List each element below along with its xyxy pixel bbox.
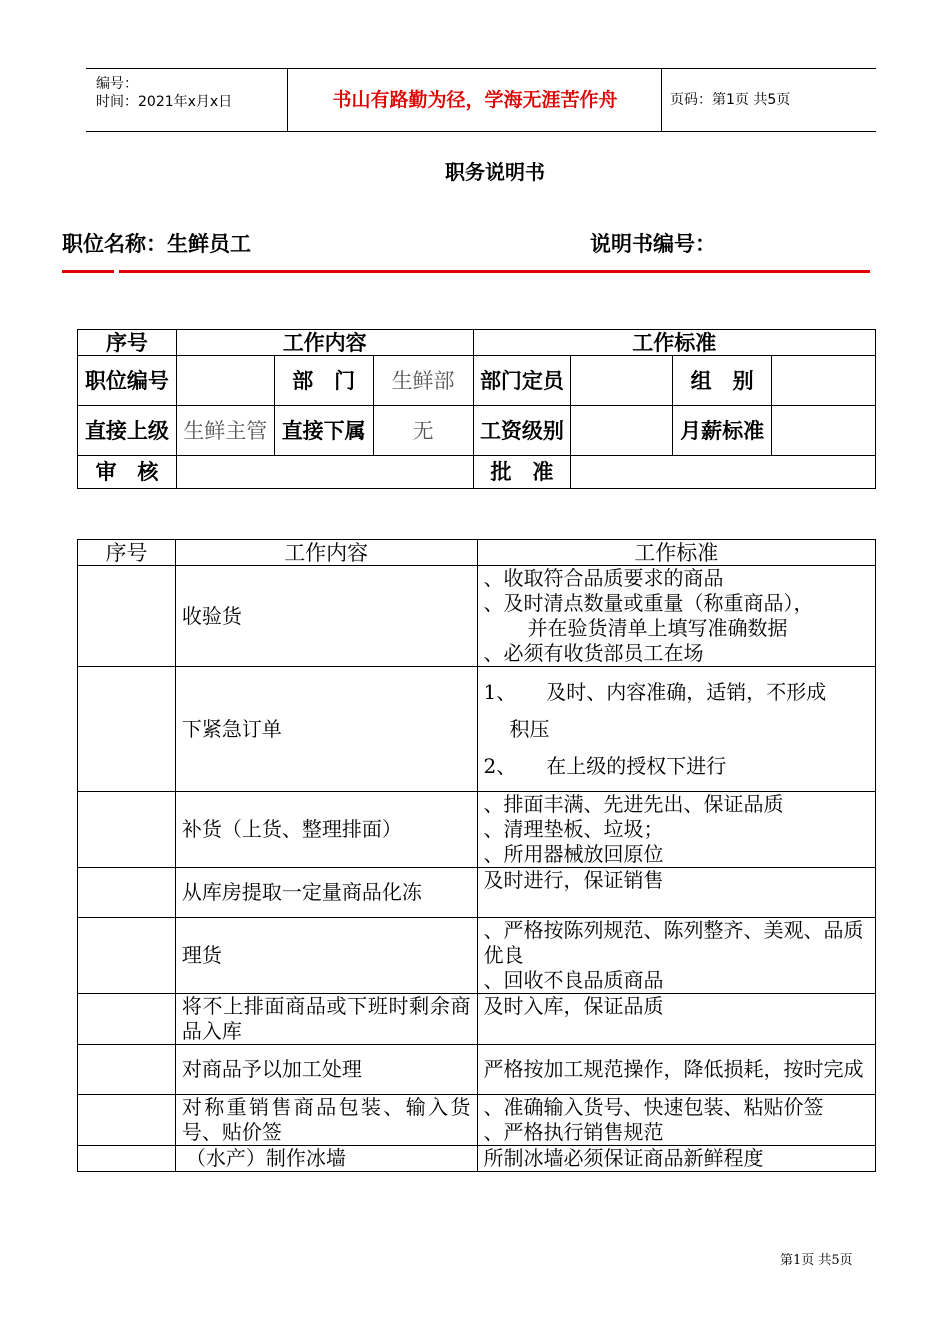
red-underline-gap: [114, 268, 119, 275]
duty-standard: [477, 1095, 876, 1146]
info-header-content: 工作内容: [176, 330, 473, 356]
standard-line: 2、 在上级的授权下进行: [483, 753, 727, 778]
superior-value: 生鲜主管: [176, 406, 274, 456]
salary-level-value: [571, 406, 673, 456]
seq-cell: [78, 994, 176, 1045]
duty-content: 从库房提取一定量商品化冻: [175, 868, 477, 918]
info-header-seq: 序号: [78, 330, 177, 356]
duty-standard: [477, 868, 876, 918]
seq-cell: [78, 918, 176, 994]
duty-table: [77, 539, 876, 1172]
group-label: 组 别: [673, 356, 772, 406]
table-row: [78, 918, 876, 994]
page-header: [86, 68, 876, 132]
standard-line: 、严格执行销售规范: [483, 1120, 664, 1144]
dept-quota-value: [571, 356, 673, 406]
duty-standard: [477, 994, 876, 1045]
approve-label: 批 准: [473, 456, 571, 489]
monthly-salary-value: [772, 406, 876, 456]
table-row: [78, 994, 876, 1045]
header-motto: 书山有路勤为径，学海无涯苦作舟: [332, 89, 618, 111]
duty-standard: [477, 918, 876, 994]
position-name: 职位名称：生鲜员工: [62, 232, 251, 256]
standard-line: 1、 及时、内容准确，适销，不形成: [483, 679, 827, 704]
standard-line: 及时进行，保证销售: [483, 868, 664, 892]
header-page-number: 页码：第1页 共5页: [670, 92, 791, 108]
duty-content: 补货（上货、整理排面）: [175, 792, 477, 868]
position-code-label: 职位编号: [78, 356, 177, 406]
monthly-salary-label: 月薪标准: [673, 406, 772, 456]
duty-content: 收验货: [175, 566, 477, 667]
table-row: [78, 1146, 876, 1172]
table-row: [78, 792, 876, 868]
duty-standard: [477, 1045, 876, 1095]
info-header-standard: 工作标准: [473, 330, 876, 356]
seq-cell: [78, 566, 176, 667]
standard-line: 、及时清点数量或重量（称重商品），: [483, 591, 814, 615]
duty-content: 对商品予以加工处理: [175, 1045, 477, 1095]
seq-cell: [78, 868, 176, 918]
standard-line: 、排面丰满、先进先出、保证品质: [483, 792, 784, 816]
table-row: [78, 566, 876, 667]
duty-content: 下紧急订单: [175, 667, 477, 792]
standard-line: 严格按加工规范操作，降低损耗，按时完成: [483, 1057, 864, 1081]
salary-level-label: 工资级别: [473, 406, 571, 456]
duty-content: 理货: [175, 918, 477, 994]
standard-line: 所制冰墙必须保证商品新鲜程度: [483, 1146, 764, 1170]
standard-line: 及时入库，保证品质: [483, 994, 664, 1018]
duty-standard: [477, 667, 876, 792]
position-code-value: [176, 356, 274, 406]
seq-cell: [78, 792, 176, 868]
standard-line: 、准确输入货号、快速包装、粘贴价签: [483, 1095, 824, 1119]
dept-quota-label: 部门定员: [473, 356, 571, 406]
duty-header-content: 工作内容: [175, 540, 477, 566]
seq-cell: [78, 1045, 176, 1095]
subordinate-label: 直接下属: [274, 406, 373, 456]
review-value: [176, 456, 473, 489]
standard-line: 、严格按陈列规范、陈列整齐、美观、品质优良: [483, 918, 864, 967]
red-underline: [62, 270, 870, 273]
doc-number: 说明书编号：: [590, 232, 716, 256]
table-row: [78, 1095, 876, 1146]
seq-cell: [78, 667, 176, 792]
table-row: [78, 868, 876, 918]
duty-header-seq: 序号: [78, 540, 176, 566]
position-info-table: [77, 329, 876, 489]
duty-standard: [477, 566, 876, 667]
dept-label: 部 门: [274, 356, 373, 406]
approve-value: [571, 456, 876, 489]
seq-cell: [78, 1095, 176, 1146]
standard-line: 、回收不良品质商品: [483, 968, 664, 992]
number-label: 编号：: [96, 76, 138, 92]
header-left: [96, 75, 232, 111]
review-label: 审 核: [78, 456, 177, 489]
time-label: 时间：2021年x月x日: [96, 94, 233, 110]
standard-line: 、必须有收货部员工在场: [483, 641, 704, 665]
standard-line: 积压: [509, 716, 550, 741]
page-footer: 第1页 共5页: [780, 1253, 853, 1268]
table-row: [78, 1045, 876, 1095]
superior-label: 直接上级: [78, 406, 177, 456]
standard-line: 并在验货清单上填写准确数据: [527, 616, 788, 640]
duty-content: 对称重销售商品包装、输入货号、贴价签: [175, 1095, 477, 1146]
standard-line: 、收取符合品质要求的商品: [483, 566, 724, 590]
subordinate-value: 无: [373, 406, 473, 456]
table-row: [78, 667, 876, 792]
standard-line: 、清理垫板、垃圾；: [483, 817, 664, 841]
seq-cell: [78, 1146, 176, 1172]
group-value: [772, 356, 876, 406]
duty-content: （水产）制作冰墙: [175, 1146, 477, 1172]
document-title: 职务说明书: [445, 160, 545, 184]
duty-standard: [477, 1146, 876, 1172]
dept-value: 生鲜部: [373, 356, 473, 406]
header-divider: [661, 69, 662, 131]
duty-content: 将不上排面商品或下班时剩余商品入库: [175, 994, 477, 1045]
duty-header-standard: 工作标准: [477, 540, 876, 566]
standard-line: 、所用器械放回原位: [483, 842, 664, 866]
duty-standard: [477, 792, 876, 868]
